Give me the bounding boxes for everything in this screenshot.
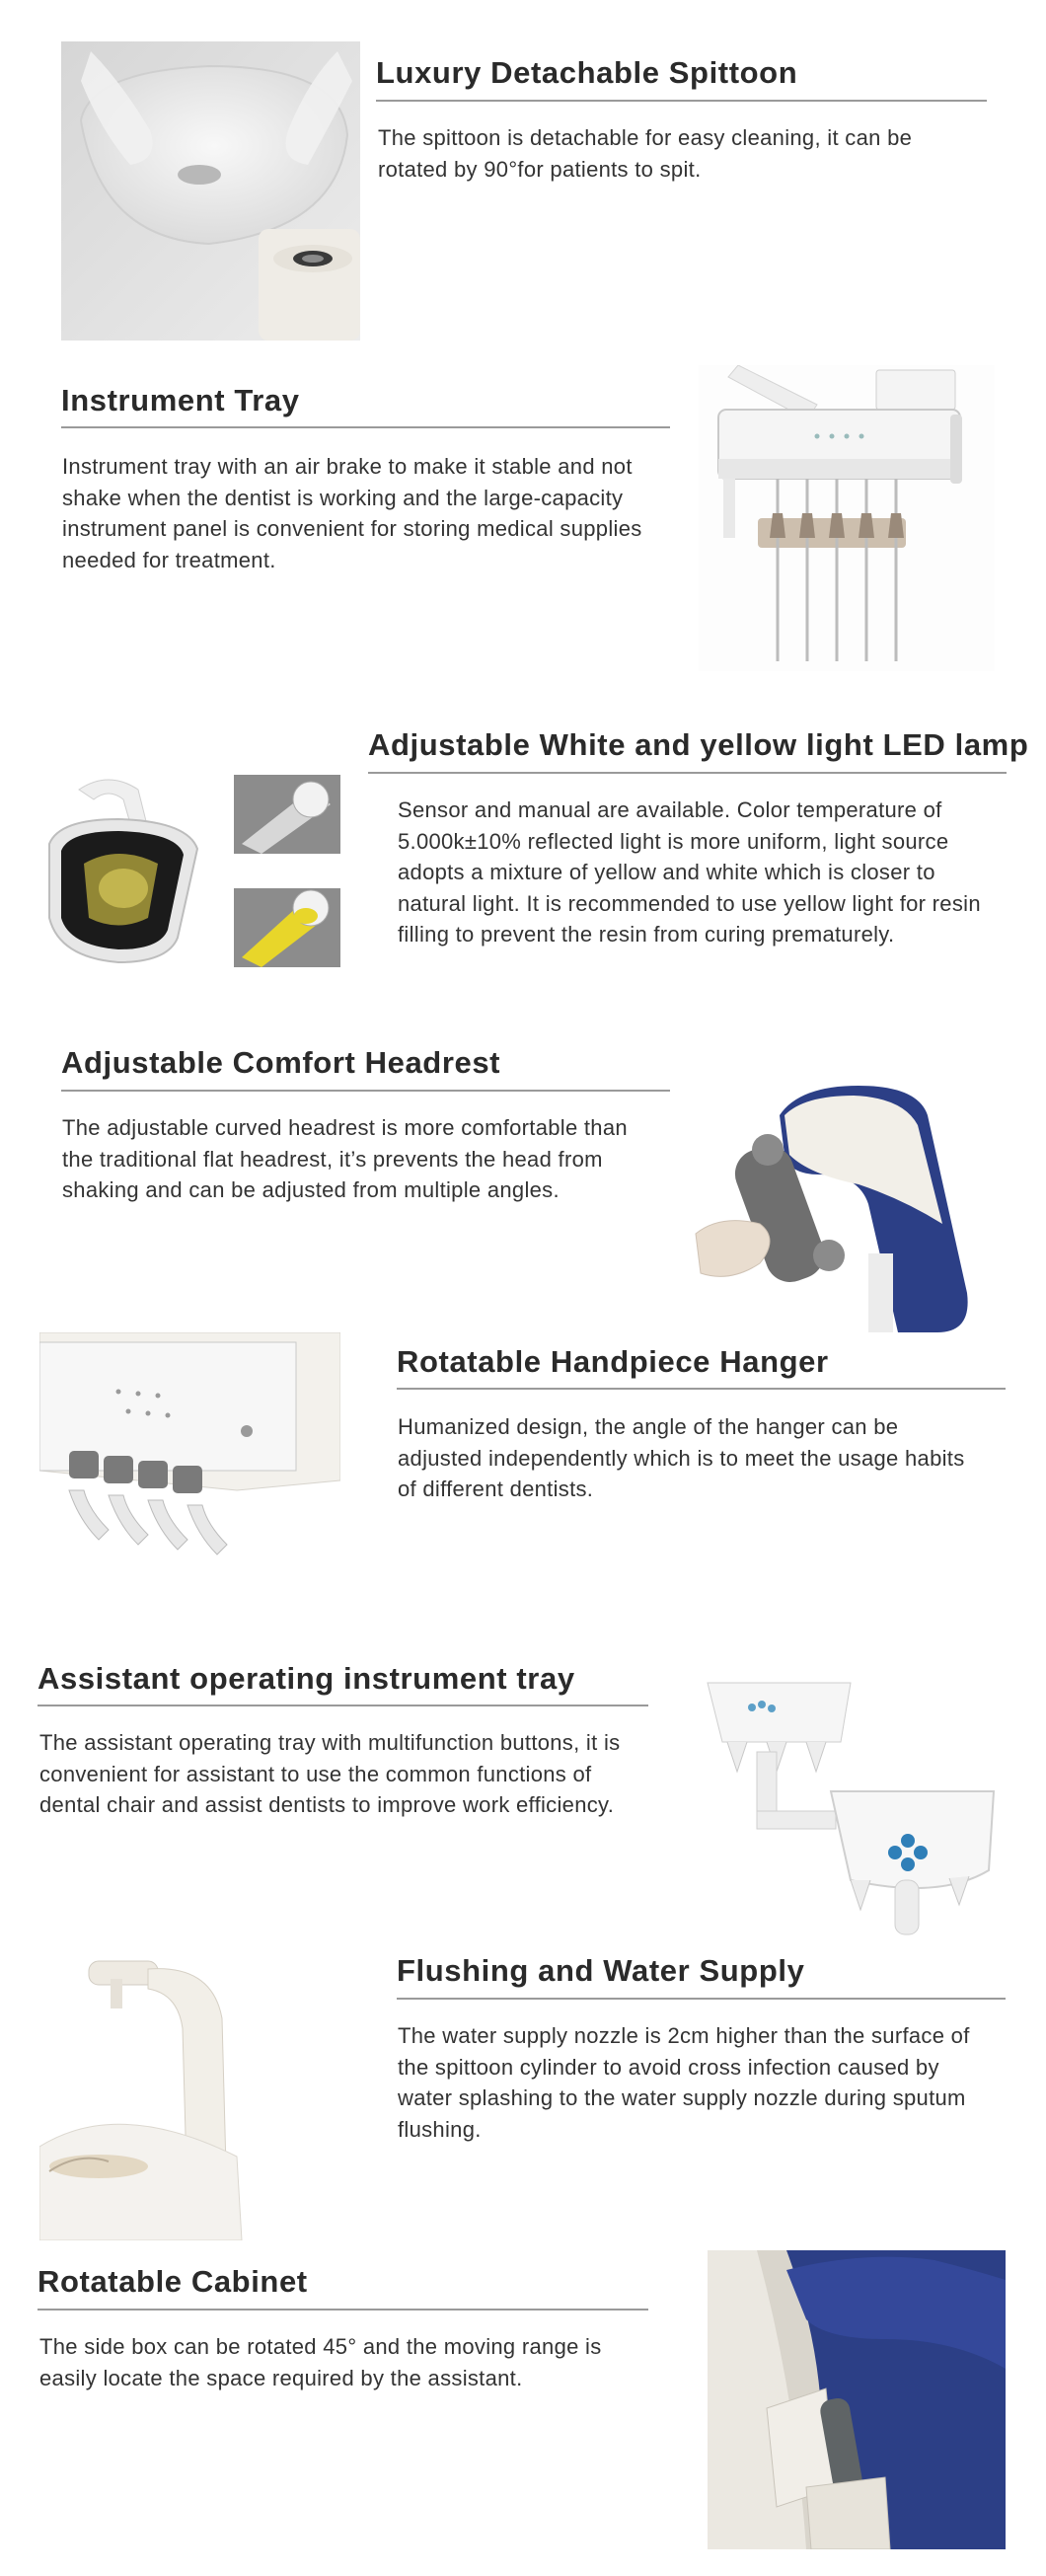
title-divider — [368, 772, 1007, 774]
section-title: Flushing and Water Supply — [397, 1953, 805, 1988]
instrument-tray-photo — [699, 365, 995, 671]
section-title: Assistant operating instrument tray — [37, 1661, 575, 1696]
section-title: Rotatable Cabinet — [37, 2264, 308, 2299]
handpiece-hanger-photo — [39, 1332, 340, 1599]
section-description: The water supply nozzle is 2cm higher than the surface of the spittoon cylinder to avoid cross infection caused by water splashing to the water supply nozzle during sputum flushing. — [398, 2023, 970, 2142]
spittoon-photo — [61, 41, 360, 341]
section-description: The side box can be rotated 45° and the moving range is easily locate the space required by the assistant. — [39, 2334, 602, 2390]
section-description: The assistant operating tray with multifunction buttons, it is convenient for assistant to use the common functions of dental chair and assist dentists to improve work efficiency. — [39, 1730, 621, 1817]
water-supply-photo — [39, 1949, 340, 2240]
headrest-photo — [691, 1026, 992, 1332]
section-title: Adjustable White and yellow light LED lamp — [368, 727, 1029, 762]
section-title: Luxury Detachable Spittoon — [376, 55, 798, 90]
title-divider — [37, 1705, 648, 1706]
section-description: The adjustable curved headrest is more comfortable than the traditional flat headrest, it’s prevents the head from shaking and can be adjusted from multiple angles. — [62, 1115, 628, 1202]
section-title: Rotatable Handpiece Hanger — [397, 1344, 829, 1379]
section-title: Adjustable Comfort Headrest — [61, 1045, 501, 1080]
section-description: The spittoon is detachable for easy cleaning, it can be rotated by 90°for patients to spit. — [378, 125, 913, 182]
section-description: Humanized design, the angle of the hanger can be adjusted independently which is to meet the usage habits of different dentists. — [398, 1414, 965, 1501]
section-description: Sensor and manual are available. Color temperature of 5.000k±10% reflected light is more uniform, light source adopts a mixture of yellow and white which is closer to natural light. It is recommended to use yellow light for resin filling to prevent the resin from curing prematurely. — [398, 797, 981, 947]
cabinet-photo — [708, 2250, 1006, 2549]
section-description: Instrument tray with an air brake to make it stable and not shake when the dentist is working and the large-capacity instrument panel is convenient for storing medical supplies needed for treatment. — [62, 454, 642, 572]
title-divider — [37, 2309, 648, 2311]
title-divider — [376, 100, 987, 102]
title-divider — [397, 1388, 1006, 1390]
assistant-tray-photo — [703, 1643, 1004, 1939]
title-divider — [61, 426, 670, 428]
title-divider — [397, 1998, 1006, 2000]
title-divider — [61, 1090, 670, 1092]
section-title: Instrument Tray — [61, 383, 300, 417]
led-lamp-photo — [39, 770, 345, 977]
